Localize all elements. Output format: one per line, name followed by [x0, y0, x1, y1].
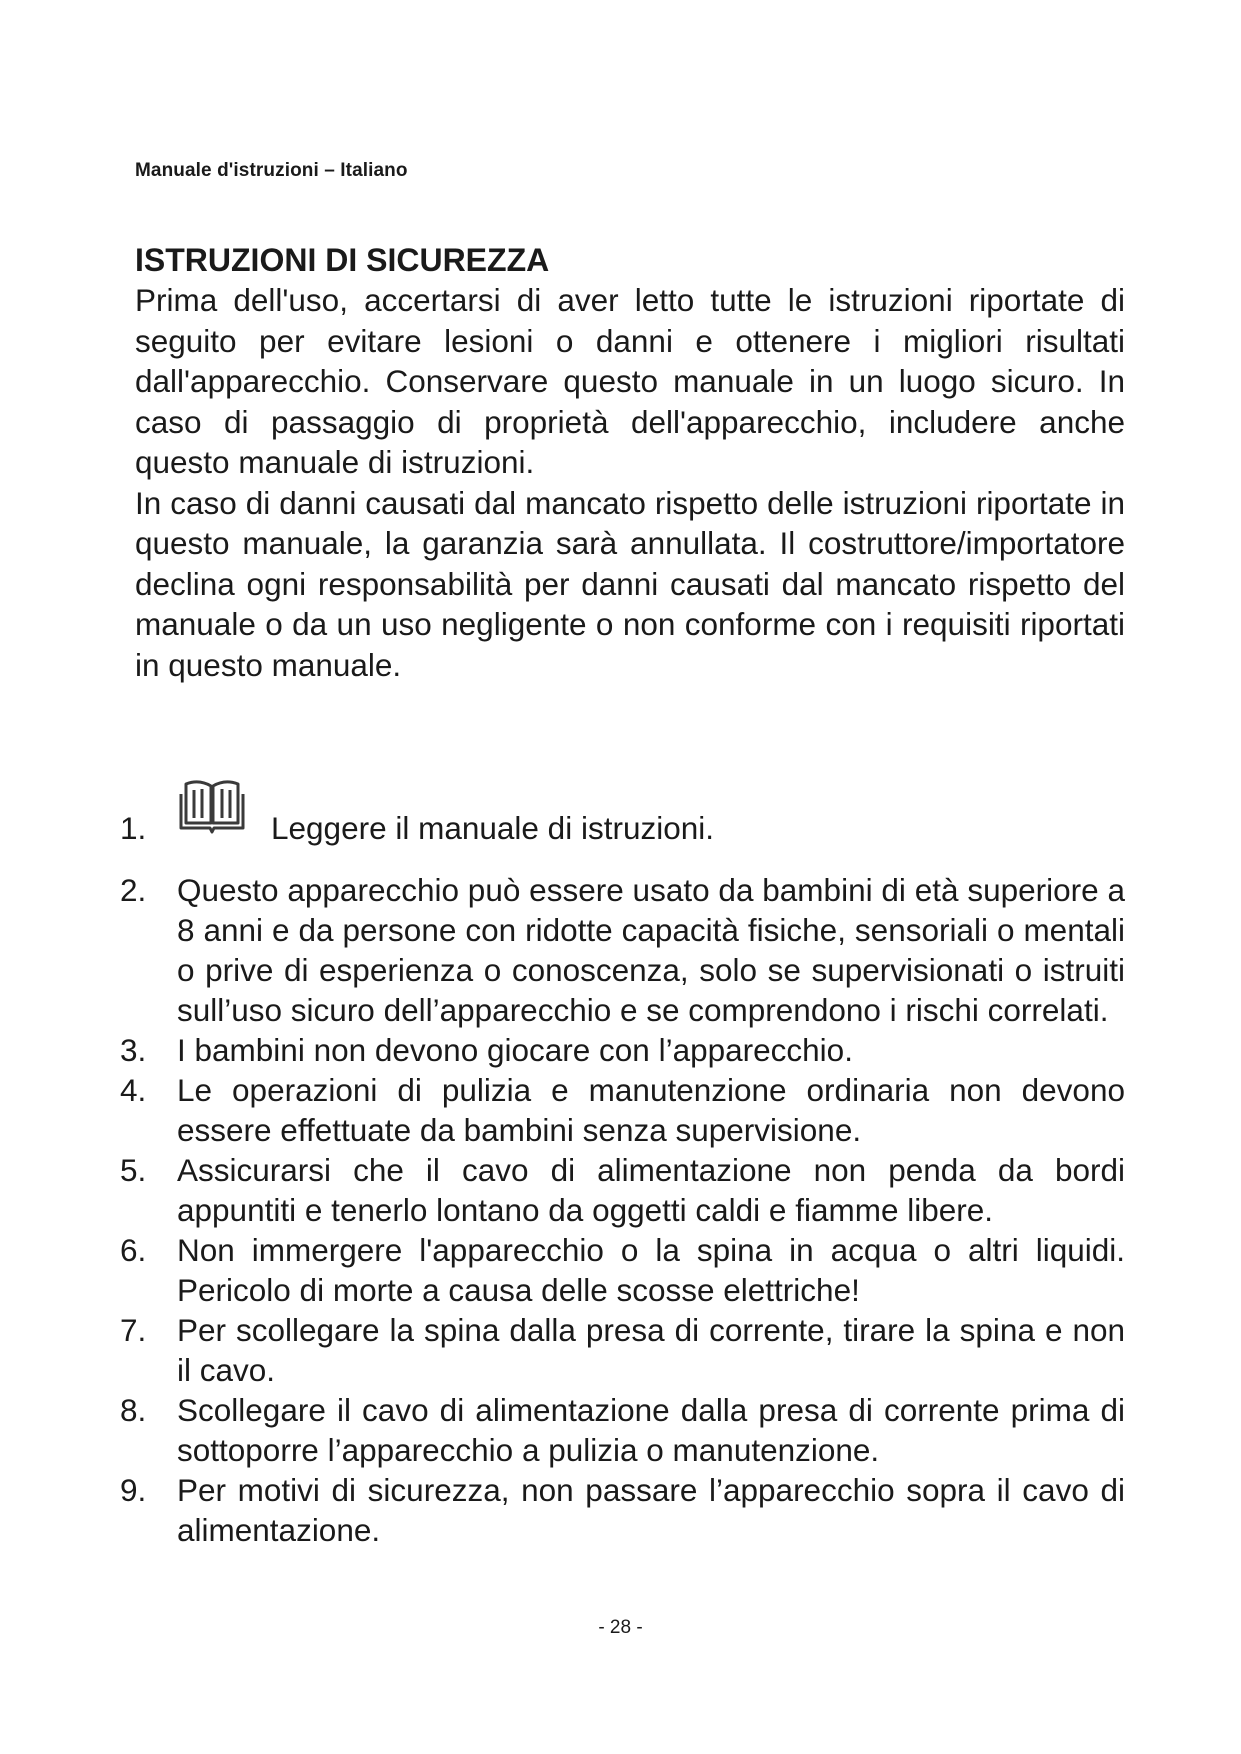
item-text: Questo apparecchio può essere usato da bambini di età superiore a 8 anni e da persone con ridotte capacità fisiche, sensoriali o mentali o prive di esperienza o conoscenza, solo se supervisionati o istruiti sull’uso sicuro dell’apparecchio e se comprendono i rischi correlati. [177, 872, 1125, 1028]
list-item [120, 1150, 1125, 1230]
item-number: 6. [120, 1232, 147, 1268]
book-icon [177, 776, 247, 838]
item-text: I bambini non devono giocare con l’apparecchio. [177, 1032, 853, 1068]
item-number: 4. [120, 1072, 147, 1108]
item-number: 8. [120, 1392, 147, 1428]
intro-paragraph: Prima dell'uso, accertarsi di aver letto tutte le istruzioni riportate di seguito per evitare lesioni o danni e ottenere i migliori risultati dall'apparecchio. Conservare questo manuale in un luogo sicuro. In caso di passaggio di proprietà dell'apparecchio, includere anche questo manuale di istruzioni. [135, 282, 1125, 480]
list-item [120, 1030, 1125, 1070]
page-number: - 28 - [598, 1617, 643, 1638]
list-item [120, 1230, 1125, 1310]
item-number: 3. [120, 1032, 147, 1068]
running-header: Manuale d'istruzioni – Italiano [135, 160, 408, 181]
list-item [120, 1470, 1125, 1550]
item-number: 2. [120, 872, 147, 908]
list-item [120, 770, 1125, 848]
item-text: Per motivi di sicurezza, non passare l’apparecchio sopra il cavo di alimentazione. [177, 1472, 1125, 1548]
list-item [120, 1390, 1125, 1470]
item-text: Assicurarsi che il cavo di alimentazione non penda da bordi appuntiti e tenerlo lontano da oggetti caldi e fiamme libere. [177, 1152, 1125, 1228]
list-item [120, 1070, 1125, 1150]
item-text: Le operazioni di pulizia e manutenzione ordinaria non devono essere effettuate da bambini senza supervisione. [177, 1072, 1125, 1148]
item-text: Per scollegare la spina dalla presa di corrente, tirare la spina e non il cavo. [177, 1312, 1125, 1388]
item-text: Scollegare il cavo di alimentazione dalla presa di corrente prima di sottoporre l’apparecchio a pulizia o manutenzione. [177, 1392, 1125, 1468]
item-text: Leggere il manuale di istruzioni. [271, 810, 714, 846]
item-number: 7. [120, 1312, 147, 1348]
item-number: 5. [120, 1152, 147, 1188]
safety-section [135, 240, 1125, 685]
list-item [120, 870, 1125, 1030]
section-title: ISTRUZIONI DI SICUREZZA [135, 242, 550, 278]
item-number: 9. [120, 1472, 147, 1508]
item-number: 1. [120, 810, 147, 846]
safety-instructions-list [120, 770, 1125, 1550]
item-text: Non immergere l'apparecchio o la spina in acqua o altri liquidi. Pericolo di morte a causa delle scosse elettriche! [177, 1232, 1125, 1308]
list-item [120, 1310, 1125, 1390]
warranty-paragraph: In caso di danni causati dal mancato rispetto delle istruzioni riportate in questo manuale, la garanzia sarà annullata. Il costruttore/importatore declina ogni responsabilità per danni causati dal mancato rispetto del manuale o da un uso negligente o non conforme con i requisiti riportati in questo manuale. [135, 484, 1125, 683]
